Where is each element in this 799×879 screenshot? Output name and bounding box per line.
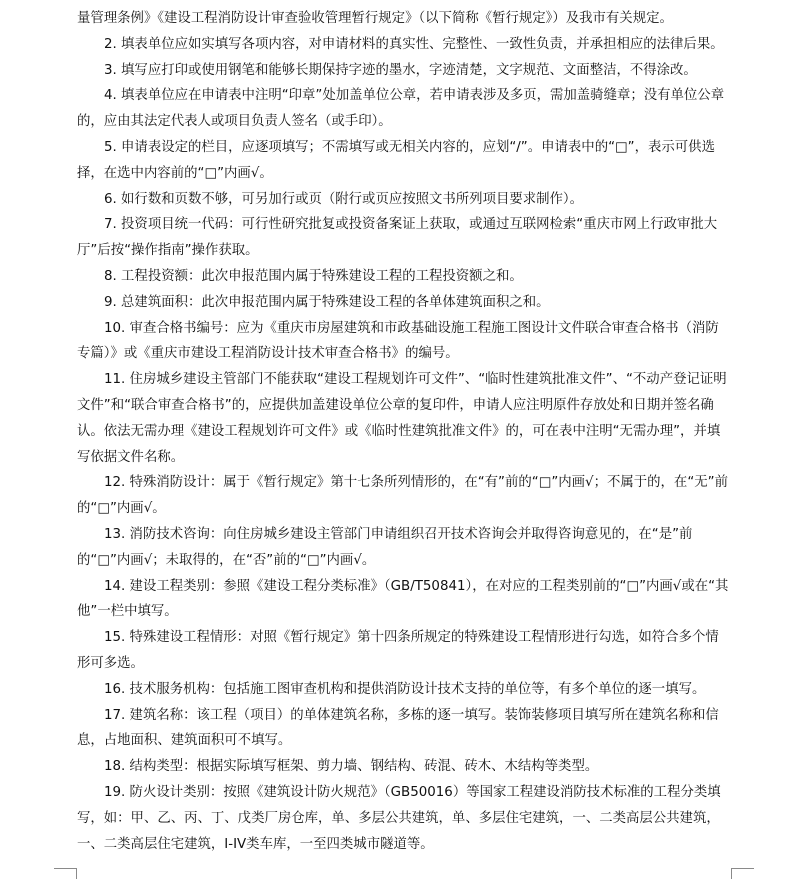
paragraph-text: 18. 结构类型：根据实际填写框架、剪力墙、钢结构、砖混、砖木、木结构等类型。 [104, 759, 599, 775]
page-corner-mark-left [54, 868, 77, 879]
paragraph-text: 9. 总建筑面积：此次申报范围内属于特殊建设工程的各单体建筑面积之和。 [104, 294, 550, 310]
document-body [77, 6, 729, 857]
paragraph-text: 15. 特殊建设工程情形：对照《暂行规定》第十四条所规定的特殊建设工程情形进行勾选，如符合多个情形可多选。 [77, 630, 719, 671]
paragraph-text: 量管理条例》《建设工程消防设计审查验收管理暂行规定》（以下简称《暂行规定》）及我市有关规定。 [77, 11, 673, 26]
paragraph-text: 6. 如行数和页数不够，可另加行或页（附行或页应按照文书所列项目要求制作）。 [104, 191, 584, 207]
paragraph-13 [77, 522, 729, 574]
paragraph-10 [77, 316, 729, 368]
paragraph-18 [77, 754, 729, 780]
paragraph-text: 17. 建筑名称：该工程（项目）的单体建筑名称，多栋的逐一填写。装饰装修项目填写所在建筑名称和信息，占地面积、建筑面积可不填写。 [77, 707, 719, 749]
paragraph-text: 14. 建设工程类别：参照《建设工程分类标准》（GB/T50841），在对应的工程类别前的“□”内画√或在“其他”一栏中填写。 [77, 578, 729, 620]
paragraph-text: 10. 审查合格书编号：应为《重庆市房屋建筑和市政基础设施工程施工图设计文件联合审查合格书（消防专篇）》或《重庆市建设工程消防设计技术审查合格书》的编号。 [77, 320, 719, 362]
paragraph-5 [77, 135, 729, 187]
paragraph-11 [77, 367, 729, 470]
paragraph-2 [77, 32, 729, 58]
paragraph-7 [77, 212, 729, 264]
paragraph-3 [77, 58, 729, 84]
paragraph-text: 2. 填表单位应如实填写各项内容，对申请材料的真实性、完整性、一致性负责，并承担相应的法律后果。 [104, 36, 724, 52]
paragraph-6 [77, 187, 729, 213]
paragraph-19 [77, 780, 729, 857]
paragraph-14 [77, 574, 729, 626]
paragraph-16 [77, 677, 729, 703]
paragraph-text: 7. 投资项目统一代码：可行性研究批复或投资备案证上获取，或通过互联网检索“重庆市网上行政审批大厅”后按“操作指南”操作获取。 [77, 217, 718, 259]
paragraph-text: 19. 防火设计类别：按照《建筑设计防火规范》（GB50016）等国家工程建设消防技术标准的工程分类填写，如：甲、乙、丙、丁、戊类厂房仓库，单、多层公共建筑，单、多层住宅建筑，一、二类高层公共建筑，一、二类高层住宅建筑，I-IV类车库，一至四类城市隧道等。 [77, 784, 721, 852]
paragraph-text: 16. 技术服务机构：包括施工图审查机构和提供消防设计技术支持的单位等，有多个单位的逐一填写。 [104, 681, 706, 697]
paragraph-text: 12. 特殊消防设计：属于《暂行规定》第十七条所列情形的，在“有”前的“□”内画√；不属于的，在“无”前的“□”内画√。 [77, 475, 728, 517]
page-corner-mark-right [731, 868, 754, 879]
paragraph-4 [77, 83, 729, 135]
paragraph-text: 11. 住房城乡建设主管部门不能获取“建设工程规划许可文件”、“临时性建筑批准文件”、“不动产登记证明文件”和“联合审查合格书”的，应提供加盖建设单位公章的复印件，申请人应注明原件存放处和日期并签名确认。依法无需办理《建设工程规划许可文件》或《临时性建筑批准文件》的，可在表中注明“无需办理”，并填写依据文件名称。 [77, 372, 727, 465]
paragraph-12 [77, 470, 729, 522]
paragraph-15 [77, 625, 729, 677]
paragraph-9 [77, 290, 729, 316]
paragraph-text: 8. 工程投资额：此次申报范围内属于特殊建设工程的工程投资额之和。 [104, 268, 523, 284]
paragraph-text: 5. 申请表设定的栏目，应逐项填写；不需填写或无相关内容的，应划“/”。申请表中的“□”，表示可供选择，在选中内容前的“□”内画√。 [77, 139, 715, 181]
paragraph-text: 3. 填写应打印或使用钢笔和能够长期保持字迹的墨水，字迹清楚，文字规范、文面整洁，不得涂改。 [104, 62, 697, 78]
paragraph-8 [77, 264, 729, 290]
paragraph-17 [77, 703, 729, 755]
paragraph-1 [77, 6, 729, 32]
paragraph-text: 4. 填表单位应在申请表中注明“印章”处加盖单位公章，若申请表涉及多页，需加盖骑缝章；没有单位公章的，应由其法定代表人或项目负责人签名（或手印）。 [77, 88, 725, 130]
paragraph-text: 13. 消防技术咨询：向住房城乡建设主管部门申请组织召开技术咨询会并取得咨询意见的，在“是”前的“□”内画√；未取得的，在“否”前的“□”内画√。 [77, 526, 693, 568]
